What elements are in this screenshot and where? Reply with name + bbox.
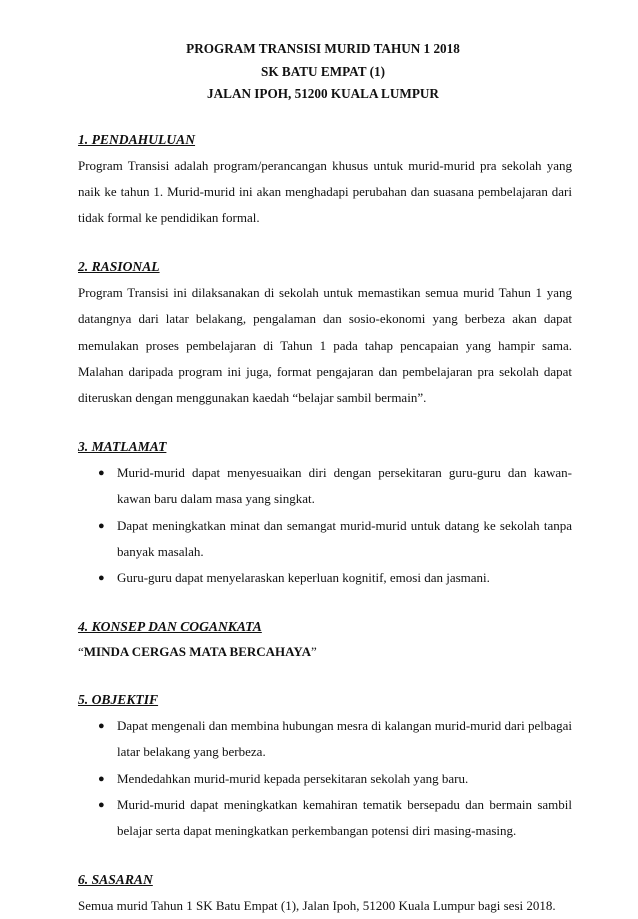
- slogan-open-quote: “: [78, 644, 84, 660]
- section-heading-sasaran: 6. SASARAN: [78, 872, 153, 888]
- list-item: [78, 766, 572, 792]
- section-matlamat: [78, 438, 572, 591]
- section-rasional: [78, 258, 572, 411]
- section-pendahuluan: [78, 131, 572, 232]
- slogan: [78, 640, 572, 664]
- list-item-text: Guru-guru dapat menyelaraskan keperluan kognitif, emosi dan jasmani.: [117, 569, 490, 585]
- list-item: [78, 460, 572, 512]
- title-line-school: SK BATU EMPAT (1): [261, 63, 385, 79]
- list-item-text: Murid-murid dapat meningkatkan kemahiran tematik bersepadu dan bermain sambil belajar serta dapat meningkatkan perkembangan potensi diri masing-masing.: [117, 796, 572, 838]
- title-line-program: PROGRAM TRANSISI MURID TAHUN 1 2018: [186, 41, 460, 56]
- list-item-text: Mendedahkan murid-murid kepada persekitaran sekolah yang baru.: [117, 770, 469, 786]
- bullet-icon: ●: [98, 720, 105, 733]
- section-objektif: [78, 691, 572, 844]
- slogan-close-quote: ”: [310, 644, 317, 660]
- list-item: [78, 513, 572, 565]
- section-konsep: [78, 618, 572, 664]
- bullet-icon: ●: [98, 571, 105, 584]
- list-item-text: Dapat mengenali dan membina hubungan mesra di kalangan murid-murid dari pelbagai latar belakang yang berbeza.: [117, 718, 572, 760]
- matlamat-list: [78, 460, 572, 591]
- bullet-icon: ●: [98, 519, 105, 532]
- section-text-sasaran: Semua murid Tahun 1 SK Batu Empat (1), Jalan Ipoh, 51200 Kuala Lumpur bagi sesi 2018.: [78, 898, 556, 914]
- bullet-icon: ●: [98, 798, 105, 811]
- section-heading-matlamat: 3. MATLAMAT: [78, 439, 167, 455]
- section-heading-objektif: 5. OBJEKTIF: [78, 692, 159, 708]
- list-item-text: Murid-murid dapat menyesuaikan diri dengan persekitaran guru-guru dan kawan-kawan baru dalam masa yang singkat.: [117, 465, 572, 507]
- section-heading-rasional: 2. RASIONAL: [78, 259, 160, 275]
- list-item: [78, 713, 572, 765]
- list-item: [78, 792, 572, 844]
- slogan-text: MINDA CERGAS MATA BERCAHAYA: [83, 644, 311, 660]
- objektif-list: [78, 713, 572, 844]
- bullet-icon: ●: [98, 467, 105, 480]
- section-text-rasional: Program Transisi ini dilaksanakan di sekolah untuk memastikan semua murid Tahun 1 yang datangnya dari latar belakang, pengalaman dan sosio-ekonomi yang berbeza akan dapat memulakan proses pembelajaran di Tahun 1 pada tahap pencapaian yang hampir sama. Malahan daripada program ini juga, format pengajaran dan pembelajaran pra sekolah dapat diteruskan dengan menggunakan kaedah “belajar sambil bermain”.: [78, 285, 572, 405]
- document-title: [74, 38, 572, 106]
- section-text-pendahuluan: Program Transisi adalah program/perancangan khusus untuk murid-murid pra sekolah yang naik ke tahun 1. Murid-murid ini akan menghadapi perubahan dan suasana pembelajaran dari tidak formal ke pendidikan formal.: [78, 157, 572, 225]
- title-line-address: JALAN IPOH, 51200 KUALA LUMPUR: [207, 86, 439, 101]
- section-heading-pendahuluan: 1. PENDAHULUAN: [78, 131, 196, 147]
- section-sasaran: [78, 871, 572, 919]
- list-item-text: Dapat meningkatkan minat dan semangat murid-murid untuk datang ke sekolah tanpa banyak masalah.: [117, 517, 572, 559]
- list-item: [78, 565, 572, 591]
- bullet-icon: ●: [98, 772, 105, 785]
- section-heading-konsep: 4. KONSEP DAN COGANKATA: [78, 619, 262, 635]
